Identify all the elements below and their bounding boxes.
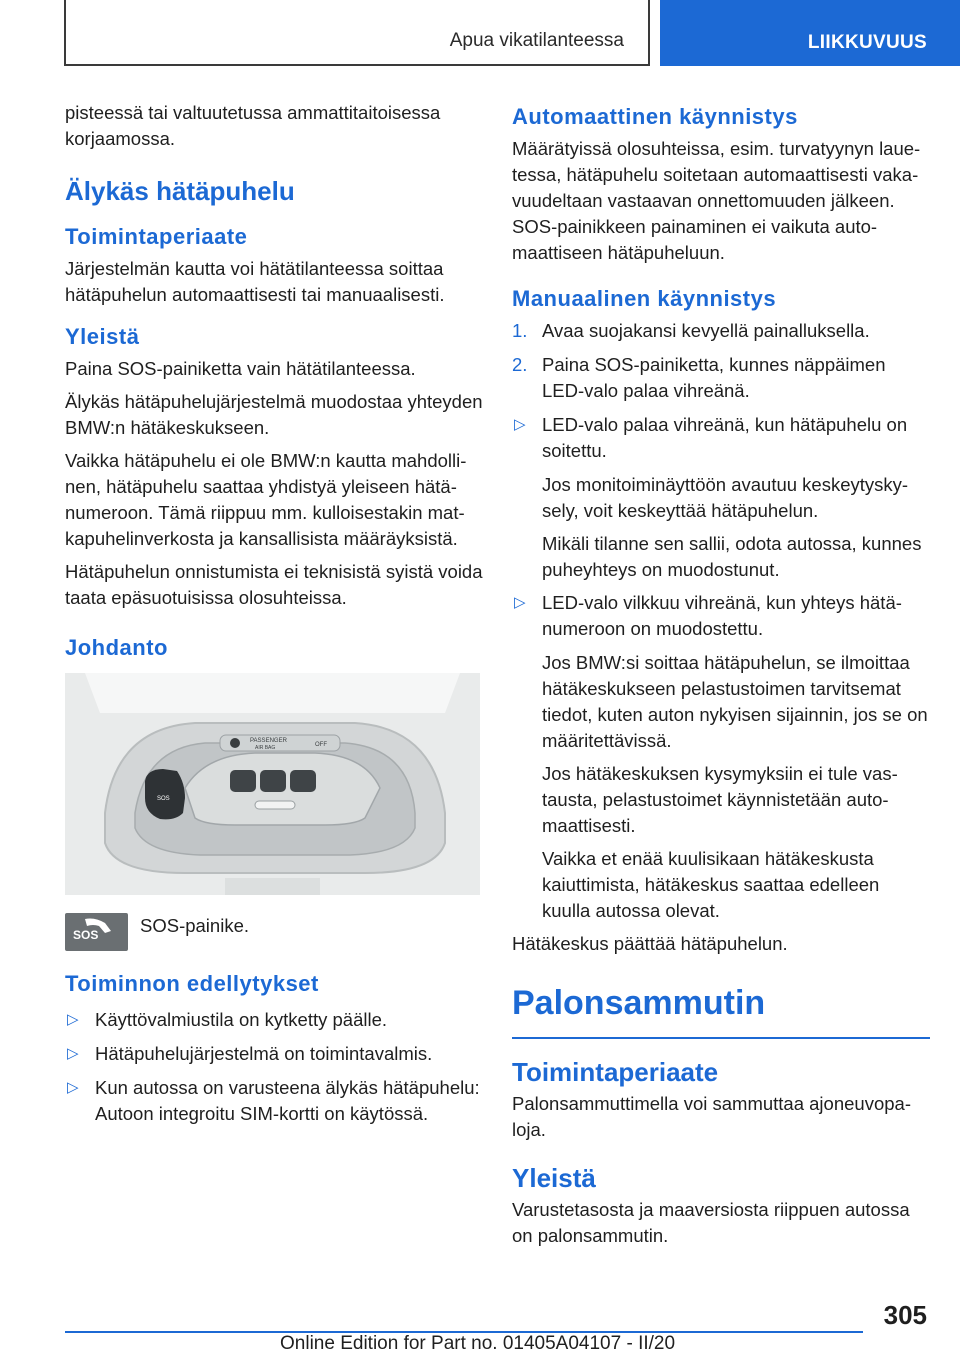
footer-edition: Online Edition for Part no. 01405A04107 - II/20	[280, 1333, 676, 1354]
sos-icon-caption: SOS-painike.	[140, 915, 249, 936]
result-led-green-note-1: Jos monitoiminäyttöön avautuu keskeytyskysely, voit keskeyttää hätäpuhelun.	[542, 474, 909, 521]
header-chapter-tab	[660, 0, 960, 66]
result-led-blinking-note-1: Jos BMW:si soittaa hätäpuhelun, se ilmoittaa hätäkeskukseen pelastustoimen tarvitsemat tiedot, kuten auton nykyisen sijainnin, jos se on määritettävissä.	[542, 652, 928, 751]
automatic-start-paragraph: Määrätyissä olosuhteissa, esim. turvatyynyn lauetessa, hätäpuhelu soitetaan automaattisesti vakavuudeltaan vastaavan onnettomuuden jälkeen. SOS-painikkeen painaminen ei vaikuta automaattiseen hätäpuheluun.	[512, 138, 921, 263]
bullet-triangle-icon: ▷	[67, 1011, 79, 1028]
heading-extinguisher-principle: Toimintaperiaate	[512, 1057, 719, 1087]
result-led-green: ▷ LED-valo palaa vihreänä, kun hätäpuhelu on soitettu.	[514, 414, 908, 461]
heading-extinguisher-general: Yleistä	[512, 1163, 596, 1193]
right-column	[512, 100, 930, 1256]
step-2: 2. Paina SOS-painiketta, kunnes näppäimen LED-valo palaa vihreänä.	[512, 354, 886, 401]
heading-smart-emergency-call: Älykäs hätäpuhelu	[65, 176, 295, 206]
left-column	[65, 100, 483, 1135]
heading-general: Yleistä	[65, 324, 140, 349]
extinguisher-general-paragraph: Varustetasosta ja maaversiosta riippuen autossa on palonsammutin.	[512, 1199, 910, 1246]
heading-automatic-start: Automaattinen käynnistys	[512, 104, 798, 129]
overhead-console-illustration	[65, 673, 480, 895]
header-section-title: Apua vikatilanteessa	[449, 30, 624, 51]
heading-manual-start: Manuaalinen käynnistys	[512, 286, 777, 311]
step-1: 1. Avaa suojakansi kevyellä painalluksella.	[512, 320, 870, 341]
heading-requirements: Toiminnon edellytykset	[65, 971, 319, 996]
general-paragraph-1: Paina SOS-painiketta vain hätätilanteessa.	[65, 358, 416, 379]
bullet-triangle-icon: ▷	[67, 1045, 79, 1062]
fig-sos-label: SOS	[157, 796, 170, 802]
list-item: ▷ Kun autossa on varusteena älykäs hätäpuhelu: Autoon integroitu SIM-kortti on käytössä.	[67, 1077, 480, 1124]
sos-icon-text: SOS	[73, 928, 99, 942]
heading-introduction: Johdanto	[65, 635, 168, 660]
header-section-box	[64, 0, 650, 66]
result-led-green-note-2: Mikäli tilanne sen sallii, odota autossa, kunnes puheyhteys on muodostunut.	[542, 533, 922, 580]
header-chapter-title: LIIKKUVUUS	[807, 32, 927, 53]
bullet-triangle-icon: ▷	[514, 594, 526, 611]
page-number: 305	[883, 1300, 927, 1330]
bullet-triangle-icon: ▷	[514, 416, 526, 433]
result-led-blinking-note-3: Vaikka et enää kuulisikaan hätäkeskusta kaiuttimista, hätäkeskus saattaa edelleen kuulla autossa olevat.	[542, 848, 880, 921]
list-item: ▷ Käyttövalmiustila on kytketty päälle.	[65, 1007, 483, 1033]
general-paragraph-3: Vaikka hätäpuhelu ei ole BMW:n kautta mahdollinen, hätäpuhelu saattaa yhdistyä yleiseen hätänumeroon. Tämä riippuu mm. kulloisestakin matkapuhelinverkosta ja kansallisista määräyksistä.	[65, 450, 467, 549]
end-paragraph: Hätäkeskus päättää hätäpuhelun.	[512, 933, 788, 954]
fig-label-passenger: PASSENGER	[250, 738, 287, 744]
principle-paragraph: Järjestelmän kautta voi hätätilanteessa soittaa hätäpuhelun automaattisesti tai manuaalisesti.	[65, 258, 445, 305]
heading-principle: Toimintaperiaate	[65, 224, 248, 249]
general-paragraph-4: Hätäpuhelun onnistumista ei teknisistä syistä voida taata epäsuotuisissa olosuhteissa.	[65, 561, 483, 608]
sos-phone-icon	[65, 913, 128, 951]
intro-paragraph: pisteessä tai valtuutetussa ammattitaitoisessa korjaamossa.	[65, 102, 441, 149]
list-item: ▷ Hätäpuhelujärjestelmä on toimintavalmis.	[65, 1041, 483, 1067]
extinguisher-principle-paragraph: Palonsammuttimella voi sammuttaa ajoneuvopaloja.	[512, 1093, 911, 1140]
result-led-blinking: ▷ LED-valo vilkkuu vihreänä, kun yhteys hätänumeroon on muodostettu.	[514, 592, 902, 639]
sos-icon-caption-row	[65, 913, 483, 951]
general-paragraph-2: Älykäs hätäpuhelujärjestelmä muodostaa yhteyden BMW:n hätäkeskukseen.	[65, 391, 483, 438]
fig-label-off: OFF	[315, 742, 327, 748]
sos-button-figure	[65, 673, 480, 895]
bullet-triangle-icon: ▷	[67, 1079, 79, 1096]
fig-label-airbag: AIR BAG	[255, 745, 276, 751]
result-led-blinking-note-2: Jos hätäkeskuksen kysymyksiin ei tule vastausta, pelastustoimet käynnistetään automaattisesti.	[542, 763, 898, 836]
heading-fire-extinguisher: Palonsammutin	[512, 981, 930, 1039]
